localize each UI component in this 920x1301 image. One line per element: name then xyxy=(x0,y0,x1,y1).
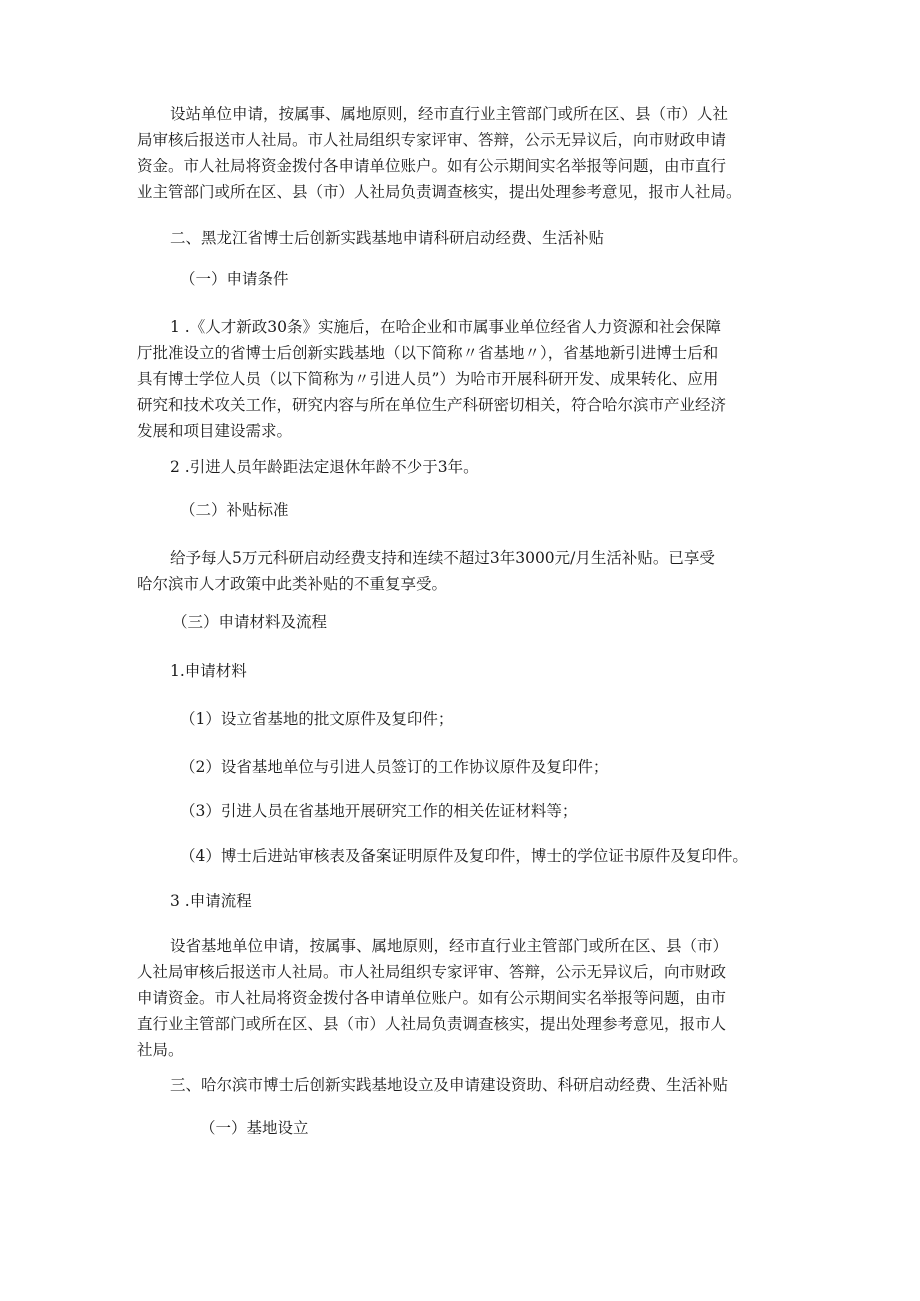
subsection-heading-base-establishment: （一）基地设立 xyxy=(200,1119,309,1137)
text-line: 设站单位申请，按属事、属地原则，经市直行业主管部门或所在区、县（市）人社 xyxy=(170,105,729,123)
text-line: 社局。 xyxy=(137,1041,184,1059)
text-line: 研究和技术攻关工作，研究内容与所在单位生产科研密切相关，符合哈尔滨市产业经济 xyxy=(137,396,727,414)
text-line: 局审核后报送市人社局。市人社局组织专家评审、答辩，公示无异议后，向市财政申请 xyxy=(137,131,727,149)
text-line: 具有博士学位人员（以下简称为〃引进人员”）为哈市开展科研开发、成果转化、应用 xyxy=(137,370,719,388)
text-line: 给予每人5万元科研启动经费支持和连续不超过3年3000元/月生活补贴。已享受 xyxy=(170,549,715,567)
condition-2: 2 .引进人员年龄距法定退休年龄不少于3年。 xyxy=(170,458,479,476)
paragraph-application-process-1 xyxy=(137,101,787,205)
paragraph-subsidy-standard xyxy=(137,545,787,597)
text-line: 发展和项目建设需求。 xyxy=(137,422,293,440)
text-line: 设省基地单位申请，按属事、属地原则，经市直行业主管部门或所在区、县（市） xyxy=(170,937,729,955)
text-line: 资金。市人社局将资金拨付各申请单位账户。如有公示期间实名举报等问题，由市直行 xyxy=(137,157,727,175)
text-line: 业主管部门或所在区、县（市）人社局负责调查核实，提出处理参考意见，报市人社局。 xyxy=(137,183,742,201)
subsection-heading-materials-process: （三）申请材料及流程 xyxy=(172,613,328,631)
section-heading-2: 二、黑龙江省博士后创新实践基地申请科研启动经费、生活补贴 xyxy=(170,229,605,247)
material-item-4: （4）博士后进站审核表及备案证明原件及复印件，博士的学位证书原件及复印件。 xyxy=(180,847,748,865)
subsection-heading-conditions: （一）申请条件 xyxy=(180,270,289,288)
text-line: 哈尔滨市人才政策中此类补贴的不重复享受。 xyxy=(137,575,448,593)
materials-heading: 1.申请材料 xyxy=(170,662,247,680)
section-heading-3: 三、哈尔滨市博士后创新实践基地设立及申请建设资助、科研启动经费、生活补贴 xyxy=(170,1076,729,1094)
paragraph-condition-1 xyxy=(137,314,787,444)
text-line: 厅批准设立的省博士后创新实践基地（以下简称〃省基地〃），省基地新引进博士后和 xyxy=(137,344,719,362)
subsection-heading-standard: （二）补贴标准 xyxy=(180,501,289,519)
paragraph-application-process-2 xyxy=(137,933,787,1063)
text-line: 1 .《人才新政30条》实施后，在哈企业和市属事业单位经省人力资源和社会保障 xyxy=(170,318,721,336)
text-line: 申请资金。市人社局将资金拨付各申请单位账户。如有公示期间实名举报等问题，由市 xyxy=(137,989,727,1007)
process-heading: 3 .申请流程 xyxy=(170,892,252,910)
material-item-2: （2）设省基地单位与引进人员签订的工作协议原件及复印件； xyxy=(180,758,609,776)
material-item-1: （1）设立省基地的批文原件及复印件； xyxy=(180,710,454,728)
material-item-3: （3）引进人员在省基地开展研究工作的相关佐证材料等； xyxy=(180,802,578,820)
text-line: 人社局审核后报送市人社局。市人社局组织专家评审、答辩，公示无异议后，向市财政 xyxy=(137,963,727,981)
text-line: 直行业主管部门或所在区、县（市）人社局负责调查核实，提出处理参考意见，报市人 xyxy=(137,1015,727,1033)
